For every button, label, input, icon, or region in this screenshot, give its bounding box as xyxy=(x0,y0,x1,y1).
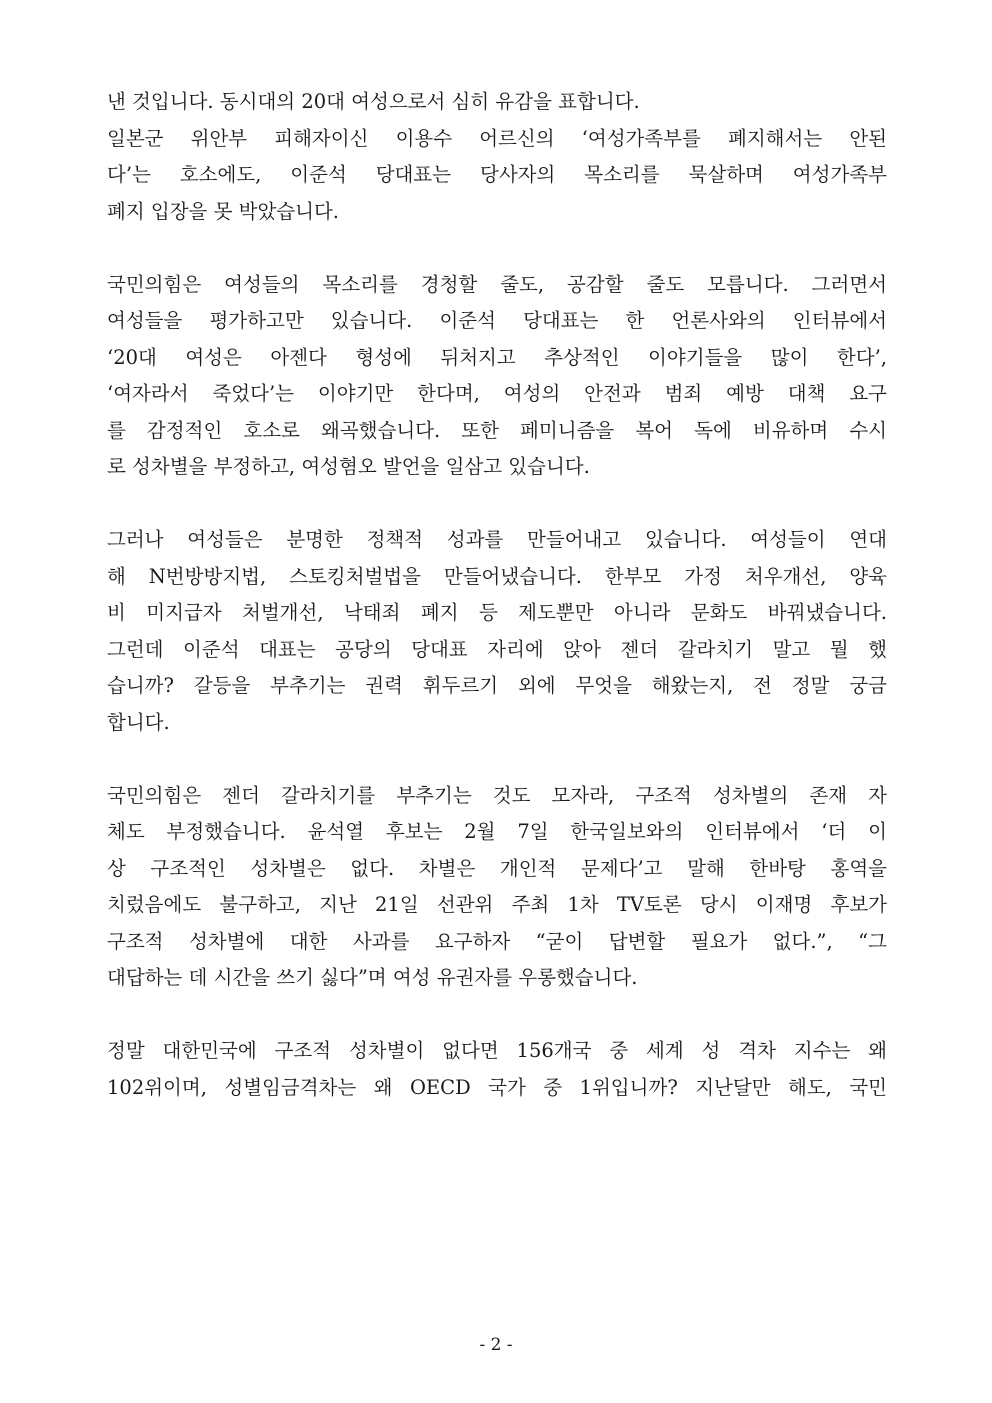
text-line: 체도 부정했습니다. 윤석열 후보는 2월 7일 한국일보와의 인터뷰에서 ‘더 이 xyxy=(107,820,887,843)
text-line: 그런데 이준석 대표는 공당의 당대표 자리에 앉아 젠더 갈라치기 말고 뭘 했 xyxy=(107,637,887,661)
text-line: 치렀음에도 불구하고, 지난 21일 선관위 주최 1차 TV토론 당시 이재명 후보가 xyxy=(107,893,887,916)
text-line: 여성들을 평가하고만 있습니다. 이준석 당대표는 한 언론사와의 인터뷰에서 xyxy=(107,309,887,332)
text-line: 합니다. xyxy=(107,710,170,734)
paragraph-gap xyxy=(107,741,887,778)
paragraph-4 xyxy=(107,778,887,997)
text-line: 국민의힘은 여성들의 목소리를 경청할 줄도, 공감할 줄도 모릅니다. 그러면서 xyxy=(107,272,887,296)
text-line: ‘20대 여성은 아젠다 형성에 뒤처지고 추상적인 이야기들을 많이 한다’, xyxy=(107,345,887,369)
text-line: 다’는 호소에도, 이준석 당대표는 당사자의 목소리를 묵살하며 여성가족부 xyxy=(107,163,887,186)
text-line: 정말 대한민국에 구조적 성차별이 없다면 156개국 중 세계 성 격차 지수는 왜 xyxy=(107,1039,887,1062)
text-line: 로 성차별을 부정하고, 여성혐오 발언을 일삼고 있습니다. xyxy=(107,455,590,478)
text-line: 구조적 성차별에 대한 사과를 요구하자 “굳이 답변할 필요가 없다.”, “그 xyxy=(107,929,887,953)
text-line: 102위이며, 성별임금격차는 왜 OECD 국가 중 1위입니까? 지난달만 해도, 국민 xyxy=(107,1075,887,1099)
text-line: ‘여자라서 죽었다’는 이야기만 한다며, 여성의 안전과 범죄 예방 대책 요구 xyxy=(107,382,887,405)
text-line: 일본군 위안부 피해자이신 이용수 어르신의 ‘여성가족부를 폐지해서는 안된 xyxy=(107,126,887,150)
document-body xyxy=(107,84,887,1106)
paragraph-3 xyxy=(107,522,887,741)
paragraph-2 xyxy=(107,267,887,486)
text-line: 상 구조적인 성차별은 없다. 차별은 개인적 문제다’고 말해 한바탕 홍역을 xyxy=(107,856,887,880)
paragraph-gap xyxy=(107,230,887,267)
paragraph-gap xyxy=(107,486,887,523)
text-line: 대답하는 데 시간을 쓰기 싫다”며 여성 유권자를 우롱했습니다. xyxy=(107,966,638,989)
text-line: 습니까? 갈등을 부추기는 권력 휘두르기 외에 무엇을 해왔는지, 전 정말 궁금 xyxy=(107,674,887,697)
text-line: 국민의힘은 젠더 갈라치기를 부추기는 것도 모자라, 구조적 성차별의 존재 자 xyxy=(107,783,887,807)
page-number: - 2 - xyxy=(479,1335,513,1355)
text-line: 해 N번방방지법, 스토킹처벌법을 만들어냈습니다. 한부모 가정 처우개선, 양육 xyxy=(107,564,887,588)
text-line: 낸 것입니다. 동시대의 20대 여성으로서 심히 유감을 표합니다. xyxy=(107,90,640,113)
paragraph-gap xyxy=(107,997,887,1034)
paragraph-1 xyxy=(107,84,887,230)
paragraph-5 xyxy=(107,1033,887,1106)
text-line: 그러나 여성들은 분명한 정책적 성과를 만들어내고 있습니다. 여성들이 연대 xyxy=(107,528,887,551)
text-line: 비 미지급자 처벌개선, 낙태죄 폐지 등 제도뿐만 아니라 문화도 바꿔냈습니다. xyxy=(107,601,887,624)
text-line: 를 감정적인 호소로 왜곡했습니다. 또한 페미니즘을 복어 독에 비유하며 수시 xyxy=(107,418,887,442)
text-line: 폐지 입장을 못 박았습니다. xyxy=(107,199,340,223)
